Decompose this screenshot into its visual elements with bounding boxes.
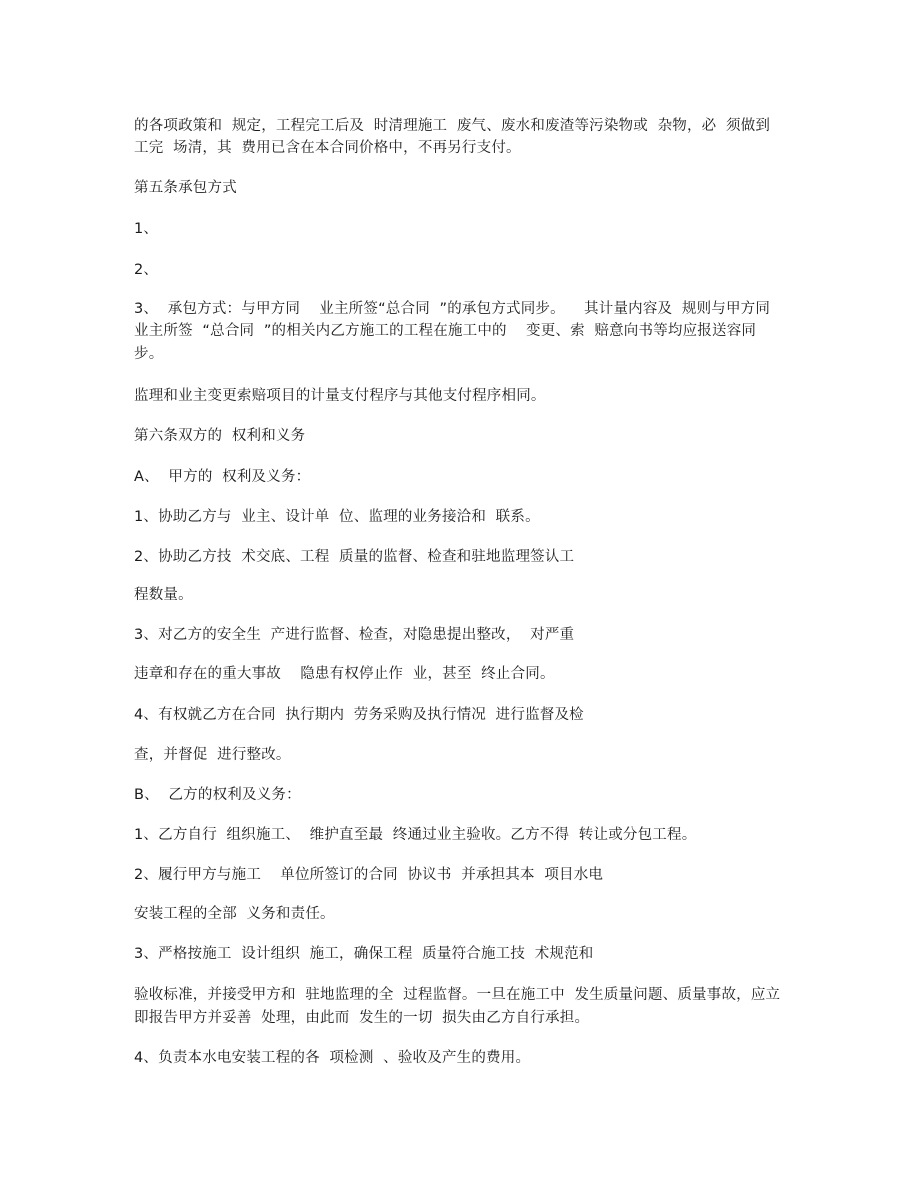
list-item: 4、有权就乙方在合同 执行期内 劳务采购及执行情况 进行监督及检 bbox=[134, 707, 584, 723]
list-item: 4、负责本水电安装工程的各 项检测 、验收及产生的费用。 bbox=[134, 1050, 531, 1066]
list-item: 3、 承包方式：与甲方同 业主所签“总合同 ”的承包方式同步。 其计量内容及 规则与甲方同 bbox=[134, 301, 771, 317]
text-line: 工完 场清，其 费用已含在本合同价格中，不再另行支付。 bbox=[134, 140, 521, 156]
section-heading: 第六条双方的 权利和义务 bbox=[134, 428, 306, 444]
list-item: 2、 bbox=[134, 262, 159, 278]
text-line: 验收标准，并接受甲方和 驻地监理的全 过程监督。一旦在施工中 发生质量问题、质量事故，应立 bbox=[134, 987, 781, 1003]
list-item: 1、 bbox=[134, 221, 159, 237]
text-line: 监理和业主变更索赔项目的计量支付程序与其他支付程序相同。 bbox=[134, 388, 546, 404]
list-item: 3、对乙方的安全生 产进行监督、检查，对隐患提出整改， 对严重 bbox=[134, 627, 575, 643]
text-line: 查，并督促 进行整改。 bbox=[134, 747, 291, 763]
list-item: 3、严格按施工 设计组织 施工，确保工程 质量符合施工技 术规范和 bbox=[134, 946, 594, 962]
text-line: 的各项政策和 规定，工程完工后及 时清理施工 废气、废水和废渣等污染物或 杂物，必 须做到 bbox=[134, 118, 771, 134]
list-item: 1、乙方自行 组织施工、 维护直至最 终通过业主验收。乙方不得 转让或分包工程。 bbox=[134, 827, 697, 843]
list-item: 1、协助乙方与 业主、设计单 位、监理的业务接洽和 联系。 bbox=[134, 509, 540, 525]
text-line: 安装工程的全部 义务和责任。 bbox=[134, 906, 335, 922]
list-item: 2、协助乙方技 术交底、工程 质量的监督、检查和驻地监理签认工 bbox=[134, 549, 575, 565]
text-line: 违章和存在的重大事故 隐患有权停止作 业，甚至 终止合同。 bbox=[134, 666, 555, 682]
list-item: 2、履行甲方与施工 单位所签订的合同 协议书 并承担其本 项目水电 bbox=[134, 867, 604, 883]
text-line: 业主所签 “总合同 ”的相关内乙方施工的工程在施工中的 变更、索 赔意向书等均应报送容同 bbox=[134, 323, 757, 339]
text-line: 即报告甲方并妥善 处理，由此而 发生的一切 损失由乙方自行承担。 bbox=[134, 1010, 590, 1026]
subsection-heading: A、 甲方的 权利及义务： bbox=[134, 469, 311, 485]
subsection-heading: B、 乙方的权利及义务： bbox=[134, 787, 301, 803]
text-line: 程数量。 bbox=[134, 587, 193, 603]
text-line: 步。 bbox=[134, 346, 164, 362]
section-heading: 第五条承包方式 bbox=[134, 180, 237, 196]
